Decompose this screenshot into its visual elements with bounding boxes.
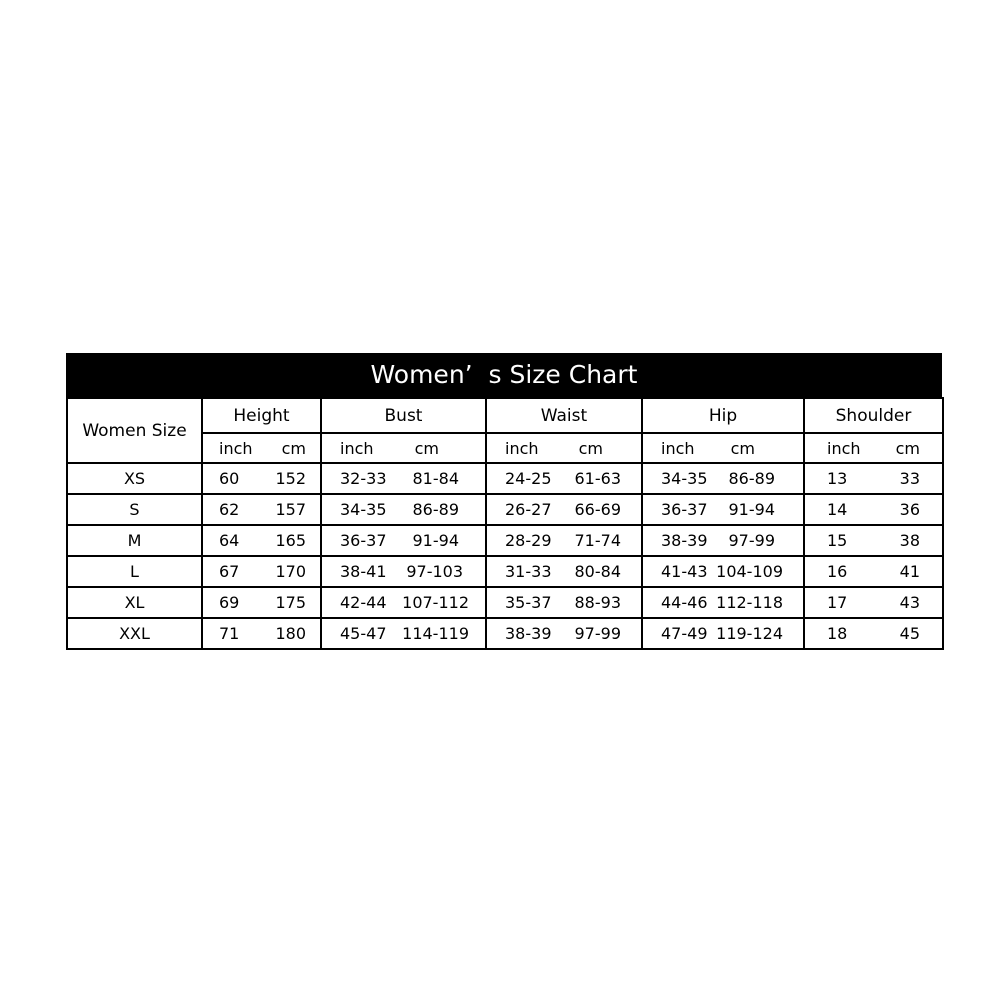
hip-inch: 41-43	[661, 562, 708, 581]
hip-cm: 112-118	[716, 592, 783, 612]
waist-cm: 71-74	[574, 531, 621, 551]
height-cm: 170	[275, 562, 306, 581]
units-shoulder	[804, 433, 943, 463]
size-label: L	[67, 556, 202, 587]
shoulder-inch: 13	[827, 469, 848, 489]
hip-cm: 104-109	[716, 562, 783, 581]
group-hip: Hip	[642, 398, 804, 433]
unit-inch: inch	[661, 438, 695, 458]
unit-cm: cm	[578, 438, 603, 458]
bust-inch: 34-35	[340, 500, 387, 520]
hip-inch: 38-39	[661, 531, 708, 551]
shoulder-cell	[804, 463, 943, 494]
size-table	[66, 397, 944, 650]
height-cm: 175	[275, 592, 306, 612]
shoulder-cm: 41	[899, 562, 920, 581]
table-row	[67, 587, 943, 618]
height-inch: 69	[219, 592, 240, 612]
shoulder-cm: 45	[899, 623, 920, 643]
shoulder-inch: 18	[827, 623, 848, 643]
shoulder-cell	[804, 494, 943, 525]
height-inch: 60	[219, 469, 240, 489]
hip-cell	[642, 525, 804, 556]
bust-cell	[321, 587, 486, 618]
unit-inch: inch	[827, 438, 861, 458]
waist-cell	[486, 587, 642, 618]
hip-inch: 44-46	[661, 592, 708, 612]
height-cell	[202, 494, 321, 525]
height-inch: 64	[219, 531, 240, 551]
table-row	[67, 494, 943, 525]
hip-cm: 119-124	[716, 623, 783, 643]
bust-cell	[321, 556, 486, 587]
shoulder-inch: 14	[827, 500, 848, 520]
waist-inch: 26-27	[505, 500, 552, 520]
row-header-women-size: Women Size	[67, 398, 202, 463]
bust-cm: 81-84	[412, 469, 459, 489]
shoulder-inch: 15	[827, 531, 848, 551]
table-row	[67, 618, 943, 649]
units-bust	[321, 433, 486, 463]
table-row	[67, 556, 943, 587]
waist-cell	[486, 494, 642, 525]
bust-cm: 86-89	[412, 500, 459, 520]
unit-cm: cm	[730, 438, 755, 458]
group-shoulder: Shoulder	[804, 398, 943, 433]
shoulder-cell	[804, 587, 943, 618]
units-waist	[486, 433, 642, 463]
group-height: Height	[202, 398, 321, 433]
unit-inch: inch	[219, 438, 253, 458]
bust-inch: 45-47	[340, 623, 387, 643]
unit-cm: cm	[281, 438, 306, 458]
waist-cell	[486, 463, 642, 494]
hip-cell	[642, 556, 804, 587]
table-row	[67, 463, 943, 494]
unit-inch: inch	[505, 438, 539, 458]
unit-cm: cm	[414, 438, 439, 458]
height-cm: 165	[275, 531, 306, 551]
waist-cell	[486, 525, 642, 556]
hip-cell	[642, 618, 804, 649]
shoulder-cm: 33	[899, 469, 920, 489]
hip-cm: 91-94	[728, 500, 775, 520]
height-inch: 62	[219, 500, 240, 520]
shoulder-cell	[804, 556, 943, 587]
bust-inch: 38-41	[340, 562, 387, 581]
shoulder-inch: 16	[827, 562, 848, 581]
bust-cell	[321, 525, 486, 556]
size-label: S	[67, 494, 202, 525]
shoulder-inch: 17	[827, 592, 848, 612]
size-chart	[66, 353, 942, 650]
shoulder-cm: 43	[899, 592, 920, 612]
units-hip	[642, 433, 804, 463]
shoulder-cell	[804, 618, 943, 649]
waist-inch: 38-39	[505, 623, 552, 643]
bust-inch: 32-33	[340, 469, 387, 489]
hip-cell	[642, 494, 804, 525]
height-cell	[202, 556, 321, 587]
chart-title: Women’ s Size Chart	[66, 353, 942, 397]
hip-cell	[642, 463, 804, 494]
height-cm: 152	[275, 469, 306, 489]
table-row	[67, 525, 943, 556]
height-cell	[202, 618, 321, 649]
waist-cell	[486, 556, 642, 587]
units-height	[202, 433, 321, 463]
bust-cell	[321, 463, 486, 494]
waist-cm: 61-63	[574, 469, 621, 489]
group-waist: Waist	[486, 398, 642, 433]
size-label: XS	[67, 463, 202, 494]
hip-cm: 86-89	[728, 469, 775, 489]
height-inch: 67	[219, 562, 240, 581]
size-label: XL	[67, 587, 202, 618]
hip-cm: 97-99	[728, 531, 775, 551]
bust-cm: 114-119	[402, 623, 469, 643]
bust-cell	[321, 494, 486, 525]
waist-cm: 88-93	[574, 592, 621, 612]
hip-cell	[642, 587, 804, 618]
hip-inch: 34-35	[661, 469, 708, 489]
hip-inch: 36-37	[661, 500, 708, 520]
bust-cm: 107-112	[402, 592, 469, 612]
group-bust: Bust	[321, 398, 486, 433]
waist-inch: 31-33	[505, 562, 552, 581]
height-cm: 157	[275, 500, 306, 520]
bust-cell	[321, 618, 486, 649]
waist-cm: 66-69	[574, 500, 621, 520]
hip-inch: 47-49	[661, 623, 708, 643]
waist-cm: 80-84	[574, 562, 621, 581]
unit-inch: inch	[340, 438, 374, 458]
waist-inch: 24-25	[505, 469, 552, 489]
size-label: XXL	[67, 618, 202, 649]
shoulder-cm: 36	[899, 500, 920, 520]
waist-inch: 35-37	[505, 592, 552, 612]
height-cell	[202, 587, 321, 618]
waist-cell	[486, 618, 642, 649]
bust-inch: 36-37	[340, 531, 387, 551]
size-label: M	[67, 525, 202, 556]
shoulder-cm: 38	[899, 531, 920, 551]
group-header-row	[67, 398, 943, 433]
bust-inch: 42-44	[340, 592, 387, 612]
height-cm: 180	[275, 623, 306, 643]
height-inch: 71	[219, 623, 240, 643]
waist-inch: 28-29	[505, 531, 552, 551]
height-cell	[202, 463, 321, 494]
height-cell	[202, 525, 321, 556]
waist-cm: 97-99	[574, 623, 621, 643]
unit-cm: cm	[895, 438, 920, 458]
bust-cm: 97-103	[406, 562, 463, 581]
bust-cm: 91-94	[412, 531, 459, 551]
shoulder-cell	[804, 525, 943, 556]
